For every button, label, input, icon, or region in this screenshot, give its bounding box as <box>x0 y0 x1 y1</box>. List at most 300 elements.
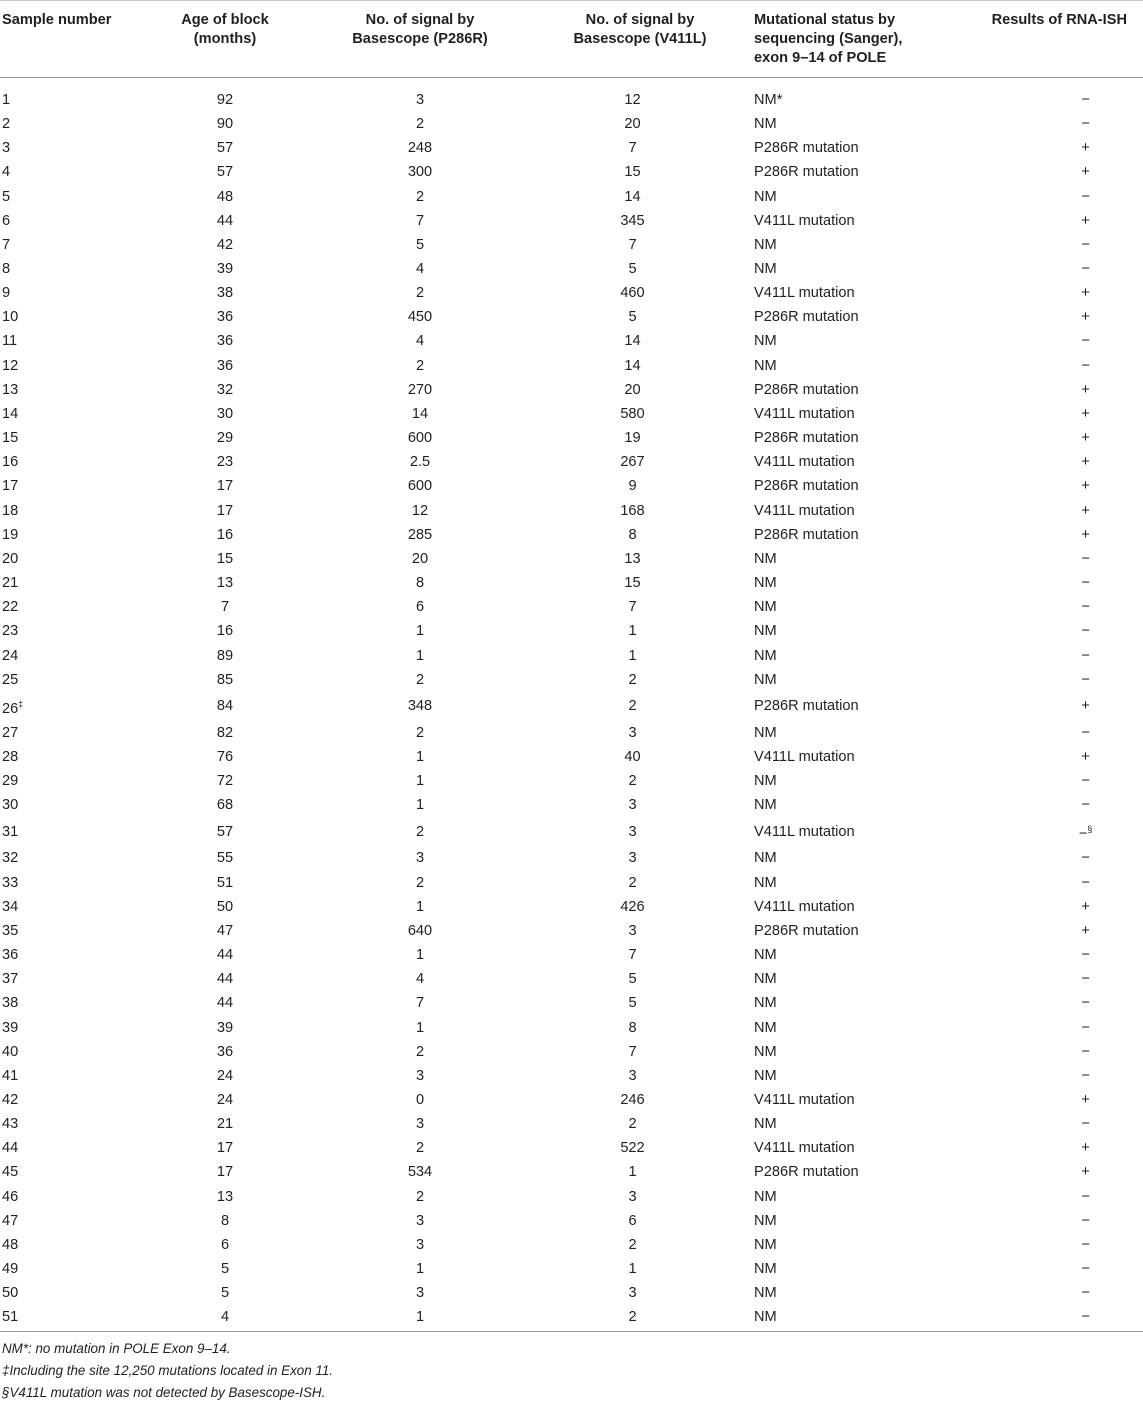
cell-signal-v411l <box>565 846 700 870</box>
cell-age-of-block-text: 4 <box>220 1309 230 1326</box>
cell-sample-number-text: 16 <box>2 454 19 471</box>
cell-rna-ish-result <box>940 136 1143 160</box>
cell-rna-ish-result <box>940 78 1143 113</box>
cell-signal-v411l <box>565 233 700 257</box>
cell-rna-ish-result <box>940 184 1143 208</box>
table-row <box>0 1281 1143 1305</box>
cell-signal-p286r-text: 2 <box>415 357 425 374</box>
cell-signal-v411l <box>565 721 700 745</box>
cell-mutational-status-text: P286R mutation <box>754 164 859 181</box>
cell-signal-p286r <box>275 523 565 547</box>
cell-mutational-status <box>700 257 940 281</box>
cell-sample-number-text: 22 <box>2 599 19 616</box>
cell-age-of-block-text: 13 <box>216 1188 234 1205</box>
cell-age-of-block <box>175 1064 275 1088</box>
table-row <box>0 871 1143 895</box>
cell-mutational-status-text: NM <box>754 1261 777 1278</box>
cell-sample-number <box>0 1185 175 1209</box>
cell-rna-ish-result-text: + <box>1081 478 1090 495</box>
cell-age-of-block <box>175 619 275 643</box>
cell-mutational-status <box>700 78 940 113</box>
cell-rna-ish-result <box>940 643 1143 667</box>
cell-rna-ish-result <box>940 426 1143 450</box>
cell-mutational-status-text: NM <box>754 599 777 616</box>
cell-rna-ish-result-text: − <box>1081 647 1090 664</box>
footnote-section: §V411L mutation was not detected by Basescope-ISH. <box>2 1385 326 1401</box>
cell-age-of-block-text: 7 <box>220 599 230 616</box>
cell-signal-v411l <box>565 1136 700 1160</box>
cell-rna-ish-result-text: − <box>1081 357 1090 374</box>
table-row <box>0 692 1143 721</box>
cell-signal-v411l-text: 20 <box>624 381 641 398</box>
table-header <box>0 1 1143 78</box>
cell-signal-v411l <box>565 1233 700 1257</box>
cell-signal-p286r <box>275 136 565 160</box>
cell-signal-p286r <box>275 692 565 721</box>
cell-age-of-block-text: 90 <box>216 116 234 133</box>
cell-sample-number <box>0 547 175 571</box>
cell-sample-number-text: 43 <box>2 1116 19 1133</box>
cell-signal-p286r <box>275 1040 565 1064</box>
cell-signal-p286r-text: 600 <box>407 478 433 495</box>
cell-mutational-status <box>700 1233 940 1257</box>
cell-sample-number <box>0 1257 175 1281</box>
cell-sample-number-text: 7 <box>2 236 11 253</box>
cell-age-of-block <box>175 450 275 474</box>
cell-mutational-status-text: P286R mutation <box>754 140 859 157</box>
footnote-nm: NM*: no mutation in POLE Exon 9–14. <box>2 1341 231 1357</box>
cell-rna-ish-result-text: − <box>1081 599 1090 616</box>
cell-mutational-status <box>700 846 940 870</box>
cell-mutational-status <box>700 1257 940 1281</box>
cell-signal-p286r-text: 2.5 <box>409 454 431 471</box>
cell-mutational-status-text: NM <box>754 333 777 350</box>
table-row <box>0 1209 1143 1233</box>
cell-mutational-status <box>700 1281 940 1305</box>
cell-signal-p286r-text: 2 <box>415 823 425 840</box>
cell-rna-ish-result-text: − <box>1081 671 1090 688</box>
cell-sample-number-text: 9 <box>2 285 11 302</box>
cell-rna-ish-result-text: + <box>1081 1140 1090 1157</box>
cell-signal-p286r-text: 20 <box>411 550 429 567</box>
cell-age-of-block-text: 17 <box>216 502 234 519</box>
header-sample-number: Sample number <box>0 1 175 78</box>
cell-rna-ish-result <box>940 919 1143 943</box>
cell-signal-v411l <box>565 136 700 160</box>
header-signal-p286r <box>275 1 565 78</box>
cell-signal-p286r-text: 3 <box>415 1236 425 1253</box>
cell-mutational-status-text: NM <box>754 550 777 567</box>
cell-signal-v411l <box>565 991 700 1015</box>
table-row <box>0 1064 1143 1088</box>
cell-age-of-block-text: 6 <box>220 1236 230 1253</box>
cell-signal-v411l <box>565 871 700 895</box>
cell-rna-ish-result <box>940 668 1143 692</box>
cell-signal-v411l-text: 3 <box>628 823 637 840</box>
cell-signal-v411l <box>565 1160 700 1184</box>
cell-signal-v411l-text: 12 <box>624 92 641 108</box>
cell-signal-p286r <box>275 426 565 450</box>
cell-rna-ish-result-text: − <box>1081 116 1090 133</box>
cell-mutational-status <box>700 721 940 745</box>
cell-rna-ish-result <box>940 209 1143 233</box>
cell-age-of-block-text: 68 <box>216 797 234 814</box>
cell-mutational-status <box>700 668 940 692</box>
cell-signal-v411l-text: 14 <box>624 357 641 374</box>
cell-sample-number <box>0 668 175 692</box>
table-row <box>0 943 1143 967</box>
cell-signal-v411l <box>565 1040 700 1064</box>
cell-signal-v411l <box>565 523 700 547</box>
cell-age-of-block-text: 76 <box>216 748 234 765</box>
cell-sample-number <box>0 571 175 595</box>
cell-signal-v411l <box>565 793 700 817</box>
cell-sample-number <box>0 78 175 113</box>
cell-age-of-block <box>175 1136 275 1160</box>
cell-age-of-block-text: 92 <box>216 92 234 108</box>
cell-sample-number-text: 25 <box>2 671 19 688</box>
cell-sample-number-text: 31 <box>2 823 19 840</box>
table-row <box>0 354 1143 378</box>
cell-rna-ish-result <box>940 721 1143 745</box>
cell-sample-number <box>0 257 175 281</box>
cell-signal-v411l <box>565 571 700 595</box>
cell-signal-v411l-text: 7 <box>628 140 637 157</box>
cell-signal-v411l <box>565 1015 700 1039</box>
cell-signal-p286r <box>275 668 565 692</box>
table-row <box>0 745 1143 769</box>
table-row <box>0 426 1143 450</box>
cell-signal-v411l-text: 5 <box>628 971 637 988</box>
cell-age-of-block-text: 13 <box>216 575 234 592</box>
cell-sample-number-text: 11 <box>2 333 18 350</box>
cell-signal-p286r <box>275 1088 565 1112</box>
cell-signal-v411l-text: 13 <box>624 550 641 567</box>
table-row <box>0 1305 1143 1332</box>
cell-sample-number <box>0 769 175 793</box>
cell-signal-p286r <box>275 1015 565 1039</box>
table-row <box>0 402 1143 426</box>
cell-age-of-block-text: 55 <box>216 850 234 867</box>
cell-age-of-block-text: 21 <box>216 1116 234 1133</box>
cell-rna-ish-result <box>940 1040 1143 1064</box>
cell-sample-number <box>0 378 175 402</box>
cell-signal-v411l <box>565 1064 700 1088</box>
cell-age-of-block <box>175 668 275 692</box>
cell-sample-number <box>0 160 175 184</box>
cell-age-of-block-text: 72 <box>216 773 234 790</box>
cell-age-of-block-text: 57 <box>216 823 234 840</box>
cell-rna-ish-result-text: − <box>1081 623 1090 640</box>
cell-signal-v411l <box>565 257 700 281</box>
table-row <box>0 78 1143 113</box>
cell-signal-v411l <box>565 1281 700 1305</box>
footnote-double-dagger: ‡Including the site 12,250 mutations located in Exon 11. <box>2 1363 334 1379</box>
header-row <box>0 1 1143 78</box>
cell-sample-number-text: 27 <box>2 724 19 741</box>
cell-signal-v411l-text: 1 <box>628 623 637 640</box>
header-signal-v411l <box>565 1 707 78</box>
cell-age-of-block <box>175 233 275 257</box>
cell-age-of-block <box>175 281 275 305</box>
table-row <box>0 233 1143 257</box>
cell-signal-p286r-text: 2 <box>415 1140 425 1157</box>
cell-signal-p286r-text: 2 <box>415 874 425 891</box>
cell-signal-v411l-text: 3 <box>628 850 637 867</box>
cell-signal-p286r-text: 12 <box>411 502 429 519</box>
cell-sample-number <box>0 1015 175 1039</box>
cell-rna-ish-result <box>940 257 1143 281</box>
cell-age-of-block <box>175 354 275 378</box>
table-row <box>0 474 1143 498</box>
cell-age-of-block <box>175 595 275 619</box>
cell-sample-number <box>0 209 175 233</box>
cell-sample-number-text: 45 <box>2 1164 19 1181</box>
cell-mutational-status <box>700 769 940 793</box>
cell-rna-ish-result-text: + <box>1081 285 1090 302</box>
cell-mutational-status <box>700 523 940 547</box>
cell-signal-p286r <box>275 817 565 846</box>
cell-signal-p286r <box>275 919 565 943</box>
cell-rna-ish-result-text: − <box>1081 797 1090 814</box>
cell-mutational-status <box>700 1160 940 1184</box>
cell-signal-v411l-text: 9 <box>628 478 637 495</box>
cell-signal-v411l-text: 5 <box>628 261 637 278</box>
cell-signal-v411l <box>565 619 700 643</box>
header-mutational-status <box>700 1 940 78</box>
cell-mutational-status-text: V411L mutation <box>754 898 855 915</box>
cell-rna-ish-result <box>940 1112 1143 1136</box>
cell-sample-number-text: 33 <box>2 874 19 891</box>
cell-mutational-status-text: V411L mutation <box>754 748 855 765</box>
cell-sample-number-text: 38 <box>2 995 19 1012</box>
cell-signal-p286r-text: 3 <box>415 850 425 867</box>
cell-signal-p286r <box>275 184 565 208</box>
cell-sample-number-text: 39 <box>2 1019 19 1036</box>
cell-rna-ish-result <box>940 1136 1143 1160</box>
cell-signal-p286r <box>275 1185 565 1209</box>
cell-mutational-status <box>700 692 940 721</box>
table-row <box>0 769 1143 793</box>
cell-rna-ish-result <box>940 1257 1143 1281</box>
cell-sample-number-text: 47 <box>2 1212 19 1229</box>
cell-sample-number-text: 28 <box>2 748 19 765</box>
cell-mutational-status <box>700 184 940 208</box>
cell-signal-p286r-text: 1 <box>415 773 425 790</box>
cell-signal-p286r-text: 1 <box>415 647 425 664</box>
cell-signal-p286r <box>275 1257 565 1281</box>
cell-signal-p286r-text: 1 <box>415 1261 425 1278</box>
cell-sample-number <box>0 943 175 967</box>
cell-age-of-block <box>175 78 275 113</box>
cell-signal-v411l-text: 14 <box>624 333 641 350</box>
cell-rna-ish-result <box>940 692 1143 721</box>
cell-rna-ish-result-text: − <box>1081 236 1090 253</box>
cell-signal-v411l-text: 1 <box>628 1164 637 1181</box>
cell-mutational-status <box>700 943 940 967</box>
cell-signal-p286r <box>275 895 565 919</box>
cell-mutational-status-text: V411L mutation <box>754 405 855 422</box>
cell-signal-p286r <box>275 233 565 257</box>
cell-sample-number <box>0 895 175 919</box>
cell-mutational-status-text: NM <box>754 850 777 867</box>
cell-mutational-status-text: NM <box>754 995 777 1012</box>
cell-mutational-status <box>700 136 940 160</box>
cell-sample-number <box>0 692 175 721</box>
cell-rna-ish-result-text: − <box>1081 188 1090 205</box>
cell-age-of-block <box>175 1112 275 1136</box>
cell-rna-ish-result <box>940 1064 1143 1088</box>
table-row <box>0 1160 1143 1184</box>
cell-age-of-block-text: 16 <box>216 623 234 640</box>
cell-mutational-status <box>700 1015 940 1039</box>
cell-sample-number-text: 36 <box>2 947 19 964</box>
cell-sample-number <box>0 1136 175 1160</box>
cell-signal-p286r-text: 640 <box>407 922 433 939</box>
cell-age-of-block-text: 39 <box>216 1019 234 1036</box>
cell-mutational-status-text: NM <box>754 947 777 964</box>
cell-sample-number-text: 44 <box>2 1140 19 1157</box>
cell-signal-p286r <box>275 943 565 967</box>
cell-rna-ish-result-text: + <box>1081 164 1090 181</box>
cell-signal-p286r <box>275 1160 565 1184</box>
cell-mutational-status-text: V411L mutation <box>754 1140 855 1157</box>
cell-age-of-block-text: 5 <box>220 1261 230 1278</box>
cell-sample-number <box>0 523 175 547</box>
cell-rna-ish-result-text: + <box>1081 405 1090 422</box>
cell-sample-number <box>0 595 175 619</box>
footnote-marker: § <box>1087 824 1093 835</box>
cell-signal-v411l-text: 5 <box>628 309 637 326</box>
cell-signal-p286r <box>275 329 565 353</box>
cell-signal-p286r-text: 1 <box>415 748 425 765</box>
table-row <box>0 1185 1143 1209</box>
cell-sample-number <box>0 450 175 474</box>
cell-signal-p286r-text: 2 <box>415 671 425 688</box>
table-row <box>0 895 1143 919</box>
cell-rna-ish-result <box>940 793 1143 817</box>
cell-sample-number <box>0 1233 175 1257</box>
cell-age-of-block-text: 89 <box>216 647 234 664</box>
cell-signal-v411l-text: 19 <box>624 430 641 447</box>
cell-mutational-status-text: NM <box>754 773 777 790</box>
table-row <box>0 257 1143 281</box>
cell-age-of-block-text: 48 <box>216 188 234 205</box>
cell-age-of-block-text: 44 <box>216 995 234 1012</box>
cell-signal-v411l-text: 14 <box>624 188 641 205</box>
cell-age-of-block-text: 32 <box>216 381 234 398</box>
cell-signal-v411l-text: 267 <box>620 454 645 471</box>
cell-mutational-status <box>700 378 940 402</box>
cell-signal-v411l <box>565 426 700 450</box>
cell-rna-ish-result-text: + <box>1081 898 1090 915</box>
cell-signal-p286r <box>275 793 565 817</box>
cell-mutational-status-text: NM <box>754 797 777 814</box>
cell-sample-number-text: 26 <box>2 700 19 717</box>
cell-sample-number <box>0 846 175 870</box>
header-age-of-block: Age of block (months) <box>175 1 275 78</box>
header-mutational-status-text: Mutational status by sequencing (Sanger), exon 9–14 of POLE <box>754 12 903 66</box>
cell-age-of-block <box>175 547 275 571</box>
cell-age-of-block <box>175 919 275 943</box>
cell-age-of-block-text: 36 <box>216 357 234 374</box>
cell-signal-p286r <box>275 745 565 769</box>
cell-rna-ish-result-text: − <box>1081 971 1090 988</box>
cell-rna-ish-result-text: − <box>1081 575 1090 592</box>
cell-signal-p286r <box>275 871 565 895</box>
cell-rna-ish-result <box>940 769 1143 793</box>
cell-rna-ish-result-text: − <box>1081 1236 1090 1253</box>
cell-signal-v411l-text: 15 <box>624 575 641 592</box>
cell-signal-p286r <box>275 1064 565 1088</box>
cell-rna-ish-result-text: + <box>1081 502 1090 519</box>
cell-sample-number <box>0 426 175 450</box>
cell-signal-v411l <box>565 378 700 402</box>
cell-rna-ish-result-text: − <box>1081 261 1090 278</box>
cell-rna-ish-result <box>940 474 1143 498</box>
cell-signal-p286r-text: 5 <box>415 236 425 253</box>
cell-rna-ish-result-text: + <box>1081 526 1090 543</box>
cell-signal-v411l-text: 2 <box>628 698 637 715</box>
cell-mutational-status-text: NM <box>754 261 777 278</box>
cell-rna-ish-result <box>940 281 1143 305</box>
cell-age-of-block <box>175 871 275 895</box>
cell-mutational-status <box>700 329 940 353</box>
cell-mutational-status-text: P286R mutation <box>754 922 859 939</box>
cell-signal-p286r <box>275 1305 565 1332</box>
cell-age-of-block <box>175 1305 275 1332</box>
cell-age-of-block-text: 57 <box>216 140 234 157</box>
cell-age-of-block <box>175 817 275 846</box>
cell-age-of-block <box>175 571 275 595</box>
cell-age-of-block-text: 23 <box>216 454 234 471</box>
cell-mutational-status <box>700 595 940 619</box>
cell-mutational-status-text: V411L mutation <box>754 502 855 519</box>
cell-signal-v411l <box>565 474 700 498</box>
cell-age-of-block-text: 5 <box>220 1285 230 1302</box>
cell-signal-v411l <box>565 1185 700 1209</box>
cell-age-of-block <box>175 721 275 745</box>
table-row <box>0 160 1143 184</box>
cell-signal-p286r-text: 2 <box>415 1188 425 1205</box>
cell-signal-v411l <box>565 402 700 426</box>
header-signal-p286r-text: No. of signal by Basescope (P286R) <box>352 12 488 47</box>
cell-sample-number-text: 2 <box>2 116 11 133</box>
cell-age-of-block-text: 16 <box>216 526 234 543</box>
cell-age-of-block <box>175 160 275 184</box>
cell-age-of-block <box>175 112 275 136</box>
table-row <box>0 499 1143 523</box>
cell-rna-ish-result-text: − <box>1081 1285 1090 1302</box>
cell-rna-ish-result <box>940 745 1143 769</box>
cell-mutational-status <box>700 1064 940 1088</box>
cell-mutational-status-text: NM <box>754 671 777 688</box>
cell-age-of-block <box>175 943 275 967</box>
cell-mutational-status-text: NM <box>754 357 777 374</box>
cell-age-of-block <box>175 1185 275 1209</box>
cell-signal-v411l-text: 168 <box>620 502 645 519</box>
cell-rna-ish-result-text: − <box>1081 850 1090 867</box>
cell-mutational-status <box>700 745 940 769</box>
cell-signal-p286r-text: 7 <box>415 212 425 229</box>
cell-signal-p286r <box>275 769 565 793</box>
cell-sample-number-text: 30 <box>2 797 19 814</box>
cell-rna-ish-result <box>940 402 1143 426</box>
cell-signal-v411l-text: 7 <box>628 947 637 964</box>
cell-sample-number-text: 35 <box>2 922 19 939</box>
cell-sample-number-text: 18 <box>2 502 19 519</box>
cell-age-of-block <box>175 136 275 160</box>
